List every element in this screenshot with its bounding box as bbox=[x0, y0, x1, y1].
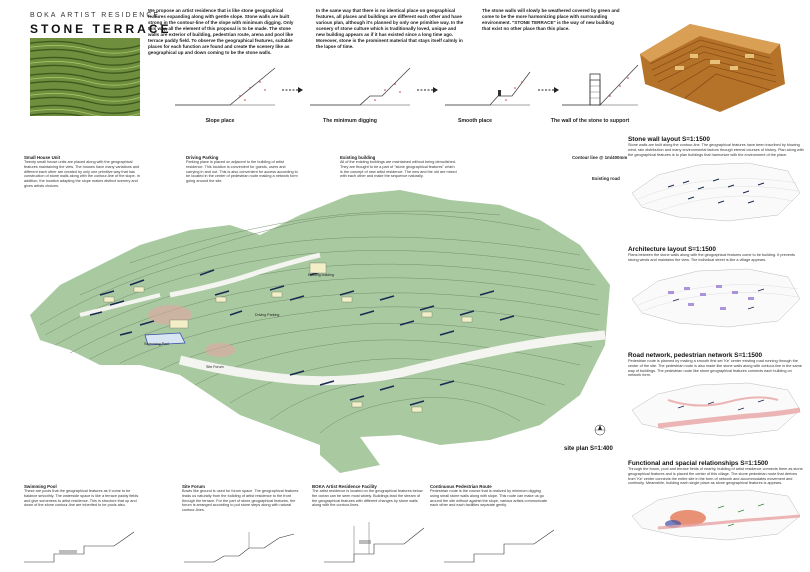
section-sketches bbox=[24, 518, 614, 566]
site-plan bbox=[20, 175, 620, 475]
step-stone-wall-support bbox=[562, 65, 638, 105]
annotation-body: Pedestrian route is the course that is realized by minimum digging using small stone walls along with slope. This route can make us go around the site without against the slope, various artists communicate each other and each facilities separate gently. bbox=[430, 489, 548, 508]
terrain-model bbox=[630, 14, 790, 114]
panel-body: Pedestrian route is planned by making a smooth first set 'Ke' center existing road running through the center of the site. The pedestrian route is also made like stone walls along with contour-line in the same way of buildings. The pedestrian route like stone geographical features connects each building on network form. bbox=[628, 359, 802, 378]
panel-functional-relationships bbox=[628, 460, 804, 544]
map-label-existing-building: Existing building bbox=[308, 273, 334, 277]
intro-text-1: We propose an artist residence that is like stone geographical features expanding along with gentle slope. Stone walls are built strong in the contour-line of the slope with minimum digging. Only this way, all the element of this proposal is to be made. The stone walls are exterior of building, pedestrian route, arena and pool like terrace paddy field. To observe the geographical features, suitable places for each function are found and create the scenery like as geographical up and down coming to be the stone walls. bbox=[148, 8, 294, 55]
panel-title: Architecture layout S=1:1500 bbox=[628, 246, 716, 253]
panel-title: Road network, pedestrian network S=1:1500 bbox=[628, 352, 763, 359]
panel-title: Functional and spacial relationships S=1:1500 bbox=[628, 460, 769, 467]
panel-road-network bbox=[628, 352, 804, 440]
step-slope-place bbox=[175, 68, 275, 105]
north-arrow-icon bbox=[595, 425, 605, 435]
annotation-facility bbox=[312, 484, 424, 508]
map-label-driving-parking: Driving Parking bbox=[255, 313, 280, 317]
step-smooth-place bbox=[445, 72, 530, 105]
step-label-1: Slope place bbox=[205, 118, 235, 124]
project-title: STONE TERRACE bbox=[30, 22, 172, 36]
step-label-4: The wall of the stone to support bbox=[550, 118, 630, 124]
annotation-forum bbox=[182, 484, 300, 513]
panel-stone-wall-layout bbox=[628, 136, 804, 223]
panel-map-architecture bbox=[628, 265, 804, 331]
annotation-pedestrian bbox=[430, 484, 548, 508]
annotation-existing-road: Existing road bbox=[592, 176, 620, 181]
annotation-contour: Contour line @ 1m/400mm bbox=[572, 155, 628, 160]
annotation-title: Swimming Pool bbox=[24, 484, 57, 489]
annotation-title: Driving Parking bbox=[186, 155, 219, 160]
step-label-3: Smooth place bbox=[457, 118, 492, 124]
annotation-pool bbox=[24, 484, 144, 508]
annotation-body: Bowls like ground is used for forum space. The geographical features leads us naturally from the building of artist residence to the front through the terrace. For the part of stone geographical features, the forum is arranged according to put stone steps along with natural contour-lines. bbox=[182, 489, 299, 513]
intro-text-3: The stone walls will slowly be weathered covered by green and come to be the more harmonizing place with surrounding environment. "STONE TERRACE" is the way of new building that exist no other place than this place. bbox=[482, 8, 620, 31]
annotation-body: All of the existing buildings are maintained without being demolished. They are thought to be a part of "stone geographical features" which is the concept of new artist residence. The new and the old are mixed with each other and make the sequence naturally. bbox=[340, 160, 457, 179]
map-label-site-forum: Site Forum bbox=[206, 365, 224, 369]
panel-architecture-layout bbox=[628, 246, 804, 331]
annotation-body: Twenty small house units are placed along with the geographical features maintaining the view. The houses have many variations and different each other are created by only one primitive way that has construction of stone walls along with the contour-line of the slope. In addition, the location adapting the slope makes distinct scenery and gives artists choices. bbox=[24, 160, 140, 188]
panel-body: Plans between the stone walls along with the geographical features come to be building. It prevents strong winds and maintains the view. The individual street is like a village appears. bbox=[628, 253, 795, 262]
annotation-body: These are pools that the geographical features as if come to be balance smoothly. The waterside space is like a terrace paddy fields and give someness to artist residence. This is structure that up and down of the stone contour-line are inherited to be pools also. bbox=[24, 489, 139, 508]
panel-body: Through the forum, pool and terrace fields of nearby, building of artist residence connects them as stone geographical features and is placed the center of this village. The stone pedestrian route that derives from 'Ke' center connects the entire site in the form of network and accommodates movement and continuity. Meanwhile, building each single place as stone geographical features is appears. bbox=[628, 467, 803, 486]
panel-title: Stone wall layout S=1:1500 bbox=[628, 136, 710, 143]
panel-map-functional bbox=[628, 488, 804, 544]
step-minimum-digging bbox=[310, 68, 410, 105]
panel-body: Stone walls are built along the contour-line. The geographical features have been inscribed by blowing wind, rain distribution and many environmental factors through eternal courses of history. Plan along with the geographical features is to plan buildings that harmonize with the environment of the place. bbox=[628, 143, 804, 157]
annotation-title: Small House Unit bbox=[24, 155, 61, 160]
annotation-title: Existing building bbox=[340, 155, 376, 160]
site-plan-scale: site plan S=1:400 bbox=[564, 446, 613, 452]
annotation-title: Continuous Pedestrian Route bbox=[430, 484, 492, 489]
annotation-body: The artist residence is located on the geographical features below the ocean can be seen most widely. Buildings lead the stream of the geographical features with different changes by stone walls along with the contour-lines. bbox=[312, 489, 423, 508]
map-label-swimming-pool: Swimming Pool bbox=[144, 342, 169, 346]
panel-map-stone-walls bbox=[628, 159, 804, 223]
panel-map-road bbox=[628, 380, 804, 440]
project-subtitle: BOKA ARTIST RESIDENCE bbox=[30, 12, 161, 19]
terrace-photo bbox=[30, 38, 140, 116]
intro-text-2: In the same way that there is no identical place on geographical features, all places and buildings are different each other and have various plan, although it's planned by only one primitive way. In the scenery of stone culture which is traditionally loved, unique and new building appears as if it has existed since a long time ago. Moreover, stone is the prominent material that stays itself calmly in the lapse of time. bbox=[316, 8, 464, 49]
annotation-title: Site Forum bbox=[182, 484, 205, 489]
annotation-title: BOKA Artist Residence Facility bbox=[312, 484, 377, 489]
annotation-body: Parking place is placed on adjacent to the building of artist residence. This location is convenient for guests, users and carrying in and out. This is also convenient for access according to be located in the center of pedestrian route making a network form going around the site. bbox=[186, 160, 298, 184]
step-label-2: The minimum digging bbox=[323, 118, 377, 124]
